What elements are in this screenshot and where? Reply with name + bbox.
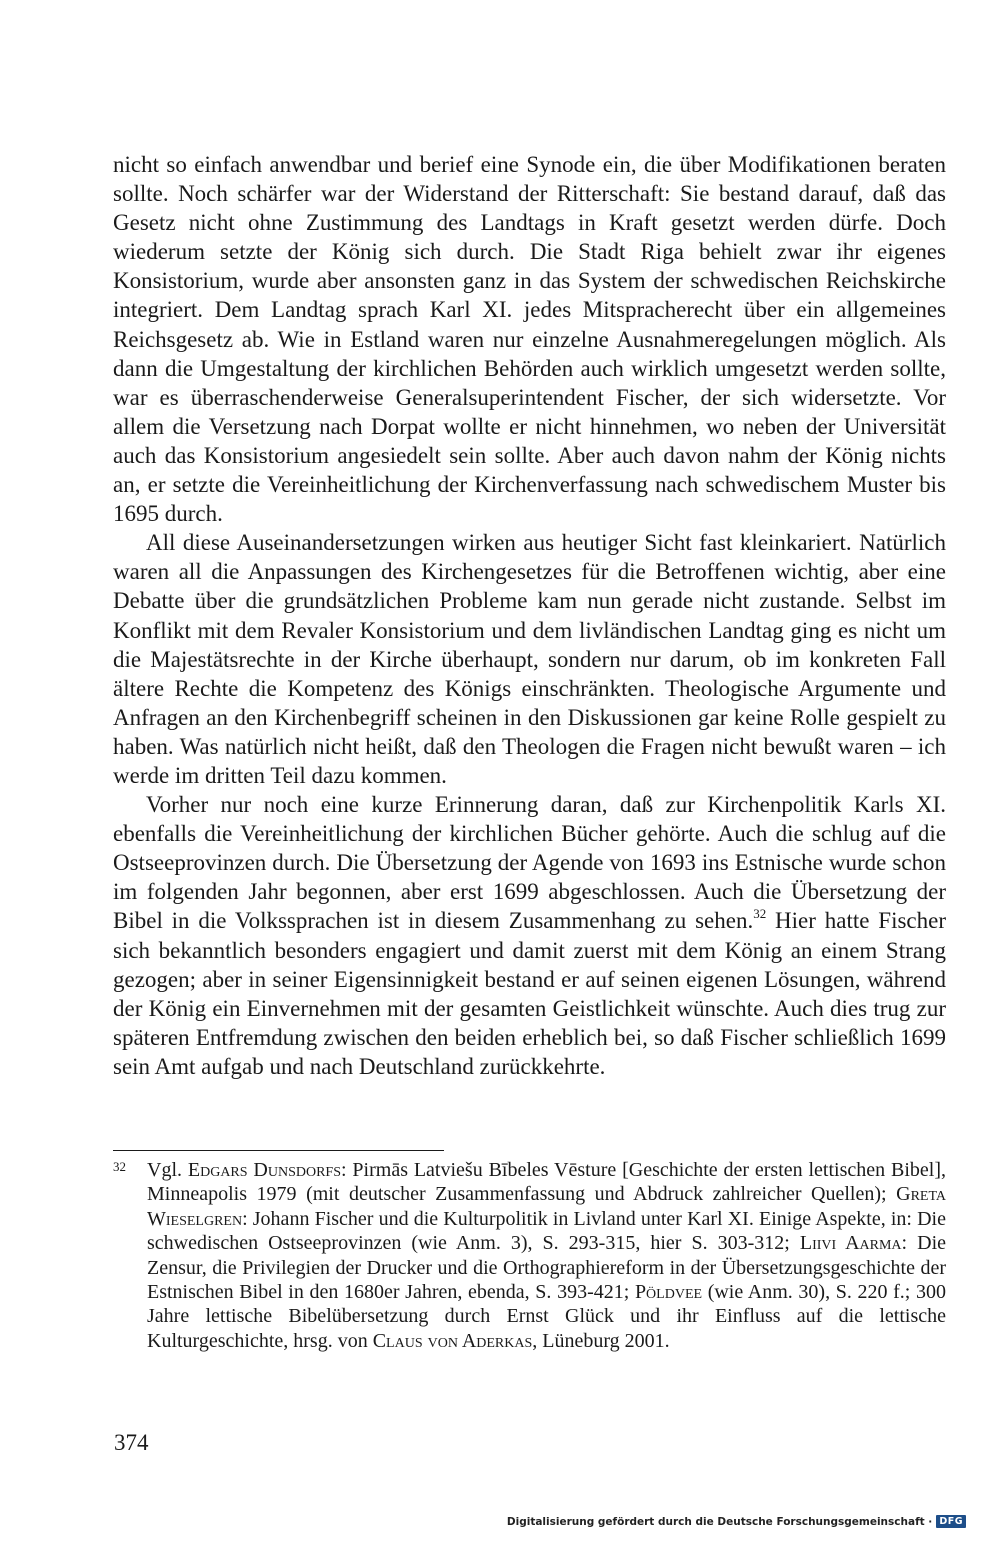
paragraph-1: nicht so einfach anwendbar und berief eine Synode ein, die über Modifikationen beraten sollte. Noch schärfer war der Widerstand der Ritterschaft: Sie bestand darauf, daß das Gesetz nicht ohne Zustimmung des Landtags in Kraft gesetzt werden dürfe. Doch wiederum setzte der König sich durch. Die Stadt Riga behielt zwar ihr eigenes Konsistorium, wurde aber ansonsten ganz in das System der schwedischen Reichskirche integriert. Dem Landtag sprach Karl XI. jedes Mitspracherecht über ein allgemeines Reichsgesetz ab. Wie in Estland waren nur einzelne Ausnahmeregelungen möglich. Als dann die Umgestaltung der kirchlichen Behörden auch wirklich umgesetzt werden sollte, war es überraschenderweise Generalsuperintendent Fischer, der sich widersetzte. Vor allem die Versetzung nach Dorpat wollte er nicht hinnehmen, wo neben der Universität auch das Konsistorium angesiedelt sein sollte. Aber auch davon nahm der König nichts an, er setzte die Vereinheitlichung der Kirchenverfassung nach schwedischem Muster bis 1695 durch. xyxy=(113,152,946,527)
footnote-fragment: : Die Zensur, die Privilegien der Drucker und die Orthographiereform in der Übersetzungsgeschichte der Estnischen Bibel in den 1680er Jahren, ebenda, S. 393-421; xyxy=(147,1232,946,1304)
footnote-number: 32 xyxy=(113,1159,126,1174)
footnote-fragment: : Pirmās Latviešu Bībeles Vēsture [Geschichte der ersten lettischen Bibel], Minneapolis 1979 (mit deutscher Zusammenfassung und Abdruck zahlreicher Quellen); xyxy=(147,1159,946,1206)
footnote-text xyxy=(147,1159,946,1352)
footnote-32 xyxy=(113,1158,946,1353)
footnote-separator xyxy=(113,1150,444,1151)
footnote-author: Liivi Aarma xyxy=(799,1232,902,1255)
dfg-logo-icon: DFG xyxy=(936,1515,966,1528)
paragraph-3-part-1: Vorher nur noch eine kurze Erinnerung daran, daß zur Kirchenpolitik Karls XI. ebenfalls die Vereinheitlichung der kirchlichen Bücher gehörte. Auch die schlug auf die Ostseeprovinzen durch. Die Übersetzung der Agende von 1693 ins Estnische wurde schon im folgenden Jahr begonnen, aber erst 1699 abgeschlossen. Auch die Übersetzung der Bibel in die Volkssprachen ist in diesem Zusammenhang zu sehen. xyxy=(113,792,946,934)
footnote-reference-32[interactable]: 32 xyxy=(753,906,767,922)
paragraph-3 xyxy=(113,790,946,1081)
footnote-author: Edgars Dunsdorfs xyxy=(187,1159,341,1181)
footnotes xyxy=(113,1158,946,1353)
footnote-author: Claus von Aderkas xyxy=(372,1329,533,1352)
footnote-fragment: Vgl. xyxy=(147,1159,188,1181)
footnote-author: Pöldvee xyxy=(634,1281,703,1304)
footnote-fragment: : Johann Fischer und die Kulturpolitik in Livland unter Karl XI. Einige Aspekte, in: Die schwedischen Ostseeprovinzen (wie Anm. 3), S. 293-315, hier S. 303-312; xyxy=(147,1207,946,1255)
funding-credit xyxy=(507,1515,966,1528)
paragraph-2: All diese Auseinandersetzungen wirken aus heutiger Sicht fast kleinkariert. Natürlich waren all die Anpassungen des Kirchengesetzes für die Betroffenen wichtig, aber eine Debatte über die grundsätzlichen Probleme kam nun gerade nicht zustande. Selbst im Konflikt mit dem Revaler Konsistorium und dem livländischen Landtag ging es nicht um die Majestätsrechte in der Kirche überhaupt, sondern nur darum, ob im konkreten Fall ältere Rechte die Kompetenz des Königs einschränkten. Theologische Argumente und Anfragen an den Kirchenbegriff scheinen in den Diskussionen gar keine Rolle gespielt zu haben. Was natürlich nicht heißt, daß den Theologen die Fragen nicht bewußt waren – ich werde im dritten Teil dazu kommen. xyxy=(113,530,946,788)
funding-credit-text: Digitalisierung gefördert durch die Deutsche Forschungsgemeinschaft · xyxy=(506,1515,933,1528)
main-text xyxy=(113,150,946,1081)
footnote-fragment: (wie Anm. 30), S. 220 f.; 300 Jahre lettische Bibelübersetzung durch Ernst Glück und ihr Einfluss auf die lettische Kulturgeschichte, hrsg. von xyxy=(147,1281,946,1352)
footnote-author: Greta Wieselgren xyxy=(147,1183,946,1230)
paragraph-3-part-2: Hier hatte Fischer sich bekanntlich besonders engagiert und damit zuerst mit dem König an einem Strang gezogen; aber in seiner Eigensinnigkeit bestand er auf seinen eigenen Lösungen, während der König ein Einvernehmen mit der gesamten Geistlichkeit wünschte. Auch dies trug zur späteren Entfremdung zwischen den beiden erheblich bei, so daß Fischer schließlich 1699 sein Amt aufgab und nach Deutschland zurückkehrte. xyxy=(113,908,947,1079)
page-number: 374 xyxy=(114,1430,149,1455)
footnote-fragment: , Lüneburg 2001. xyxy=(532,1329,670,1352)
